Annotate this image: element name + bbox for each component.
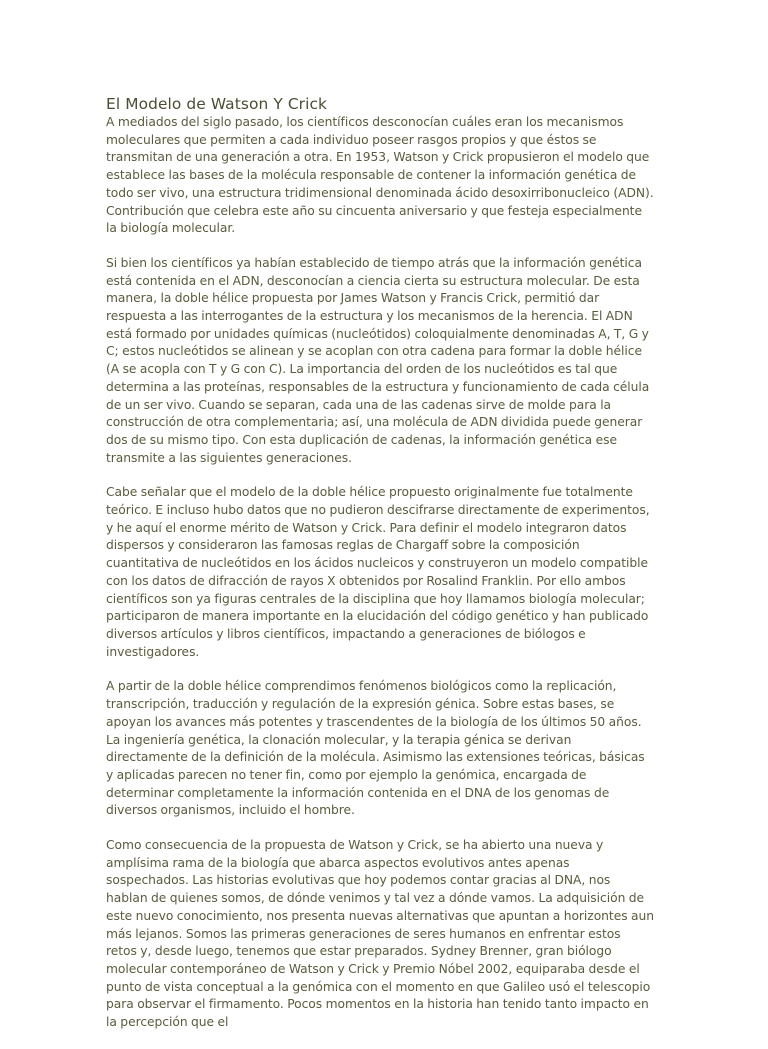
article-title: El Modelo de Watson Y Crick bbox=[106, 95, 328, 113]
article-body bbox=[106, 95, 654, 1049]
paragraph-4: A partir de la doble hélice comprendimos fenómenos biológicos como la replicación, transcripción, traducción y regulación de la expresión génica. Sobre estas bases, se apoyan los avances más potentes y trascendentes de la biología de los últimos 50 años. La ingeniería genética, la clonación molecular, y la terapia génica se derivan directamente de la definición de la molécula. Asimismo las extensiones teóricas, básicas y aplicadas parecen no tener fin, como por ejemplo la genómica, encargada de determinar completamente la información contenida en el DNA de los genomas de diversos organismos, incluido el hombre. bbox=[106, 679, 645, 818]
paragraph-5: Como consecuencia de la propuesta de Watson y Crick, se ha abierto una nueva y amplísima rama de la biología que abarca aspectos evolutivos antes apenas sospechados. Las historias evolutivas que hoy podemos contar gracias al DNA, nos hablan de quienes somos, de dónde venimos y tal vez a dónde vamos. La adquisición de este nuevo conocimiento, nos presenta nuevas alternativas que apuntan a horizontes aun más lejanos. Somos las primeras generaciones de seres humanos en enfrentar estos retos y, desde luego, tenemos que estar preparados. Sydney Brenner, gran biólogo molecular contemporáneo de Watson y Crick y Premio Nóbel 2002, equiparaba desde el punto de vista conceptual a la genómica con el momento en que Galileo usó el telescopio para observar el firmamento. Pocos momentos en la historia han tenido tanto impacto en la percepción que el bbox=[106, 838, 654, 1030]
paragraph-1: A mediados del siglo pasado, los científicos desconocían cuáles eran los mecanismos moleculares que permiten a cada individuo poseer rasgos propios y que éstos se transmitan de una generación a otra. En 1953, Watson y Crick propusieron el modelo que establece las bases de la molécula responsable de contener la información genética de todo ser vivo, una estructura tridimensional denominada ácido desoxirribonucleico (ADN). Contribución que celebra este año su cincuenta aniversario y que festeja especialmente la biología molecular. bbox=[106, 115, 654, 236]
paragraph-2: Si bien los científicos ya habían establecido de tiempo atrás que la información genética está contenida en el ADN, desconocían a ciencia cierta su estructura molecular. De esta manera, la doble hélice propuesta por James Watson y Francis Crick, permitió dar respuesta a las interrogantes de la estructura y los mecanismos de la herencia. El ADN está formado por unidades químicas (nucleótidos) coloquialmente denominadas A, T, G y C; estos nucleótidos se alinean y se acoplan con otra cadena para formar la doble hélice (A se acopla con T y G con C). La importancia del orden de los nucleótidos es tal que determina a las proteínas, responsables de la estructura y funcionamiento de cada célula de un ser vivo. Cuando se separan, cada una de las cadenas sirve de molde para la construcción de otra complementaria; así, una molécula de ADN dividida puede generar dos de su mismo tipo. Con esta duplicación de cadenas, la información genética ese transmite a las siguientes generaciones. bbox=[106, 255, 650, 465]
paragraph-3: Cabe señalar que el modelo de la doble hélice propuesto originalmente fue totalmente teórico. E incluso hubo datos que no pudieron descifrarse directamente de experimentos, y he aquí el enorme mérito de Watson y Crick. Para definir el modelo integraron datos dispersos y consideraron las famosas reglas de Chargaff sobre la composición cuantitativa de nucleótidos en los ácidos nucleicos y construyeron un modelo compatible con los datos de difracción de rayos X obtenidos por Rosalind Franklin. Por ello ambos científicos son ya figuras centrales de la disciplina que hoy llamamos biología molecular; participaron de manera importante en la elucidación del código genético y han publicado diversos artículos y libros científicos, impactando a generaciones de biólogos e investigadores. bbox=[106, 485, 650, 659]
